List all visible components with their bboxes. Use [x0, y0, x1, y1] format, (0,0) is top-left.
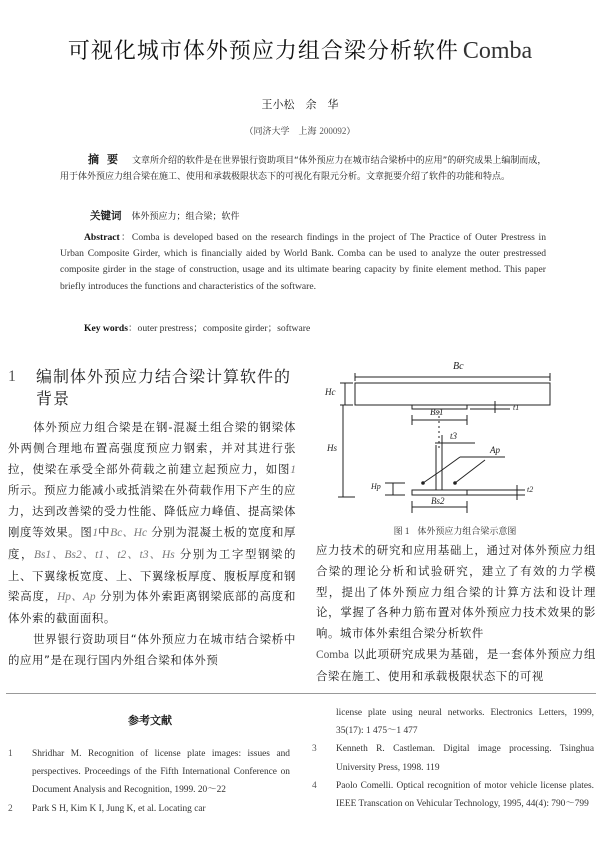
label-hs: Hs	[327, 443, 338, 453]
tendon-right-icon	[453, 481, 457, 485]
keywords-text: 体外预应力；组合梁；软件	[131, 212, 240, 222]
software-name: Comba	[316, 648, 349, 661]
paper-title	[0, 34, 600, 65]
composite-girder-diagram	[335, 365, 580, 520]
label-t2: t2	[527, 485, 534, 494]
reference-item: 1 Shridhar M. Recognition of license plate images: issues and perspectives. Proceedings of the Fifth International Conference on Document Analysis and Recognition, 1999. 20～22	[8, 749, 290, 796]
section-title: 编制体外预应力结合梁计算软件的背景	[36, 367, 292, 408]
keywords-label: 关键词	[90, 210, 122, 222]
section-1-heading	[8, 366, 298, 410]
keywords-english	[84, 320, 310, 334]
paragraph-continued: 应力技术的研究和应用基础上，通过对体外预应力组合梁的理论分析和试验研究，建立了有效的力学模型，提出了体外预应力组合梁的计算方法和设计理论，掌握了各种力筋布置对体外预应力技术效果的影响。城市体外索组合梁分析软件 Comba 以此项研究成果为基础，是一套体外预应力组合梁在施工、使用和承载极限状态下的可视	[316, 543, 596, 683]
references-left-column	[8, 745, 290, 818]
body-left-column	[8, 417, 296, 671]
reference-item-continued: license plate using neural networks. Electronics Letters, 1999, 35(17): 1 475～1 477	[336, 708, 594, 737]
figure-ref: 1	[290, 463, 296, 476]
keywords-en-label: Key words	[84, 323, 128, 334]
keywords-en-text: ：outer prestress；composite girder；software	[127, 323, 311, 334]
postal-code: 200092	[319, 126, 347, 136]
references-divider	[6, 693, 596, 694]
paragraph-2: 世界银行资助项目“体外预应力在城市结合梁桥中的应用”是在现行国内外组合梁和体外预	[8, 631, 296, 667]
figure-1-caption	[310, 524, 600, 537]
label-bc: Bc	[453, 361, 464, 372]
references-right-column	[312, 704, 594, 813]
figure-caption-text: 体外预应力组合梁示意图	[417, 527, 517, 537]
section-number: 1	[8, 368, 16, 385]
authors: 王小松 余 华	[261, 98, 339, 111]
tendon-left-icon	[421, 481, 425, 485]
label-t3: t3	[450, 431, 458, 441]
abstract-text: 文章所介绍的软件是在世界银行资助项目“体外预应力在城市结合梁桥中的应用”的研究成果上编制而成，用于体外预应力组合梁在施工、使用和承载极限状态下的可视化有限元分析。文章扼要介绍了软件的功能和特点。	[60, 156, 547, 182]
label-bs2: Bs2	[431, 496, 445, 506]
label-bs1: Bs1	[430, 407, 444, 417]
affiliation: （同济大学 上海 200092）	[244, 126, 356, 137]
body-right-column	[316, 540, 596, 687]
reference-item: 3 Kenneth R. Castleman. Digital image processing. Tsinghua University Press, 1998. 119	[312, 744, 594, 773]
abstract-chinese	[60, 152, 550, 185]
figure-1-diagram	[325, 361, 580, 520]
title-chinese: 可视化城市体外预应力组合梁分析软件	[67, 39, 459, 64]
label-ap: Ap	[490, 445, 500, 455]
figure-number: 图 1	[393, 526, 410, 536]
label-hc: Hc	[325, 387, 336, 397]
title-latin: Comba	[462, 38, 533, 64]
keywords-chinese	[60, 208, 550, 223]
abstract-english	[60, 230, 546, 295]
label-hp: Hp	[371, 482, 381, 491]
abstract-label: 摘要	[88, 153, 126, 166]
symbol-hp-ap: Hp、Ap	[57, 591, 96, 604]
references-heading: 参考文献	[128, 714, 172, 727]
reference-item: 4 Paolo Comelli. Optical recognition of motor vehicle license plates. IEEE Transcation on Vehicular Technology, 1995, 44(4): 790～799	[312, 780, 594, 810]
reference-item: 2 Park S H, Kim K I, Jung K, et al. Locating car	[8, 803, 206, 814]
abstract-en-text: ：Comba is developed based on the research findings in the project of The Practice of Outer Prestress in Urban Composite Girder, which is financially aided by World Bank. Comba can be used to analyze the outer prestressed composite girder in the stage of construction, usage and its ultimate bearing capacity by finite element method. This paper briefly introduces the functions and characteristics of the software.	[60, 232, 546, 292]
paragraph-1: 体外预应力组合梁是在钢-混凝土组合梁的钢梁体外两侧合理地布置高强度预应力钢索，并对其进行张拉，使梁在承受全部外荷载之前建立起预应力，如图1 所示。预应力能减小或抵消梁在外荷载作用下产生的应力，达到改善梁的受力性能、降低应力峰值、提高梁体刚度等效果。图1中Bc、Hc 分别为混凝土板的宽度和厚度，Bs1、Bs2、t1、t2、t3、Hs 分别为工字型钢梁的上、下翼缘板宽度、上、下翼缘板厚度、腹板厚度和钢梁高度，Hp、Ap 分别为体外索距离钢梁底部的高度和体外索的截面面积。	[8, 420, 297, 626]
figure-ref: 1	[92, 526, 99, 539]
symbol-bc-hc: Bc、Hc	[110, 526, 148, 539]
label-t1: t1	[513, 403, 520, 412]
abstract-en-label: Abstract	[84, 232, 120, 243]
symbol-steel-dims: Bs1、Bs2、t1、t2、t3、Hs	[34, 548, 175, 561]
